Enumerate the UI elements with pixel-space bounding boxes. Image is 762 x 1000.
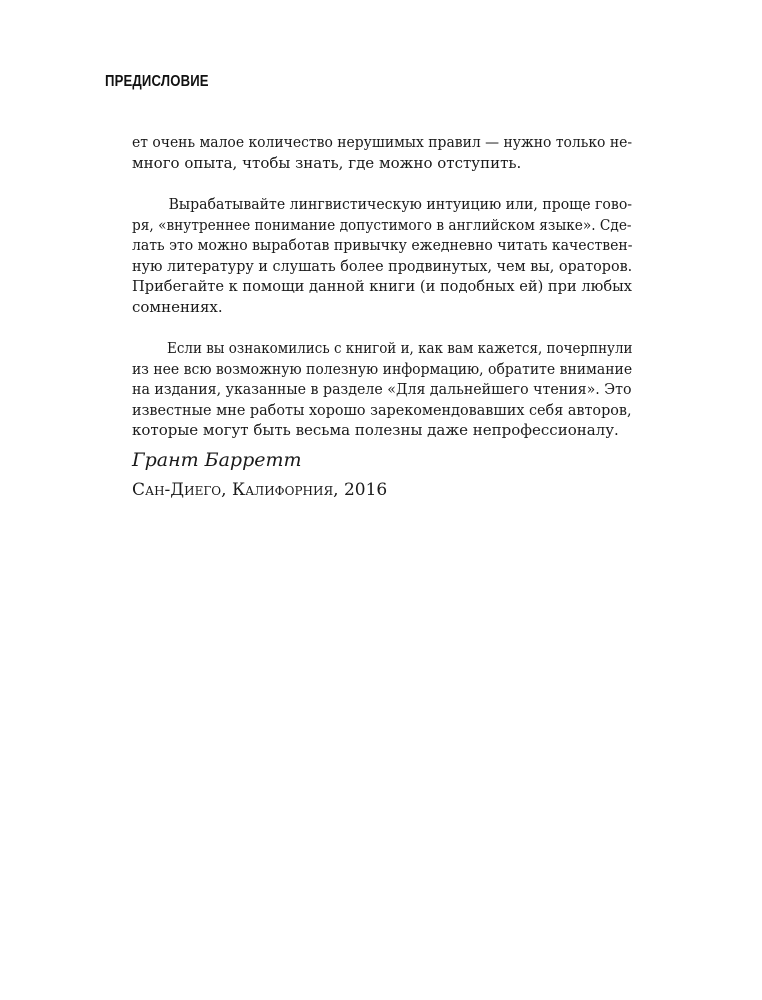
text-line: Вырабатывайте лингвистическую интуицию или, проще гово-	[168, 195, 633, 213]
paragraph-2	[132, 194, 632, 317]
paragraph-1	[132, 132, 632, 173]
text-line: известные мне работы хорошо зарекомендовавших себя авторов,	[132, 400, 632, 419]
text-line: которые могут быть весьма полезны даже непрофессионалу.	[132, 421, 619, 439]
text-line: ную литературу и слушать более продвинутых, чем вы, ораторов.	[132, 256, 633, 275]
text-line: ет очень малое количество нерушимых правил — нужно только не-	[132, 133, 633, 151]
text-line: ря, «внутреннее понимание допустимого в английском языке». Сде-	[132, 215, 632, 234]
text-line: лать это можно выработав привычку ежедневно читать качествен-	[132, 236, 633, 254]
text-line: Если вы ознакомились с книгой и, как вам кажется, почерпнули	[167, 339, 633, 357]
paragraph-3	[132, 338, 632, 441]
place-and-date: Сан-Диего, Калифорния, 2016	[132, 480, 388, 500]
running-head-title: ПРЕДИСЛОВИЕ	[105, 73, 209, 90]
text-line: сомнениях.	[132, 297, 223, 316]
body-text	[132, 132, 632, 441]
text-line: из нее всю возможную полезную информацию, обратите внимание	[132, 359, 633, 378]
text-line: много опыта, чтобы знать, где можно отступить.	[132, 153, 522, 172]
author-signature: Грант Барретт	[132, 449, 302, 471]
text-line: Прибегайте к помощи данной книги (и подобных ей) при любых	[132, 277, 633, 295]
text-line: на издания, указанные в разделе «Для дальнейшего чтения». Это	[132, 380, 632, 398]
